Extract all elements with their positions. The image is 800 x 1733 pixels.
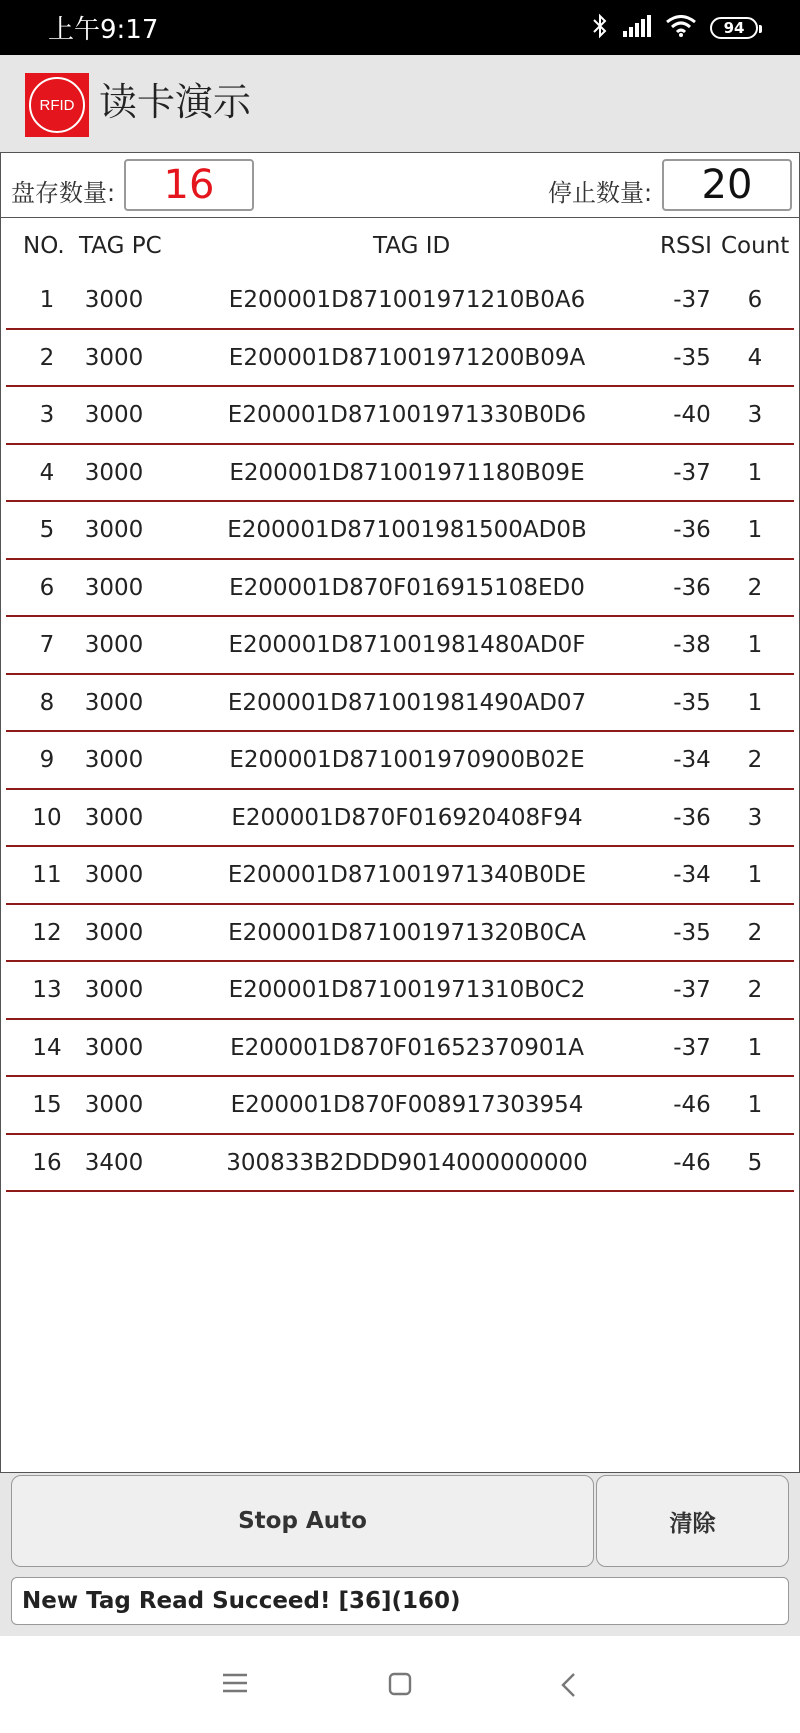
- stop-count-label: 停止数量:: [548, 179, 653, 207]
- cell-count: 6: [747, 287, 763, 313]
- bottom-controls: [0, 1473, 800, 1636]
- table-row[interactable]: [6, 560, 794, 618]
- cell-no: 1: [39, 287, 55, 313]
- table-row[interactable]: [6, 617, 794, 675]
- logo-text: RFID: [39, 96, 75, 114]
- cell-count: 1: [747, 517, 763, 543]
- cell-rssi: -37: [673, 1034, 711, 1061]
- stop-auto-button[interactable]: [11, 1475, 594, 1567]
- table-row[interactable]: [6, 847, 794, 905]
- cell-count: 2: [747, 919, 763, 946]
- cell-tag-pc: 3000: [84, 977, 144, 1003]
- cell-tag-id: 300833B2DDD9014000000000: [226, 1149, 588, 1176]
- cell-count: 4: [747, 344, 763, 371]
- header-rssi: RSSI: [660, 233, 712, 259]
- cell-rssi: -34: [673, 747, 711, 773]
- cell-tag-id: E200001D870F01652370901A: [230, 1034, 584, 1061]
- back-icon[interactable]: [560, 1672, 576, 1702]
- cell-tag-pc: 3000: [84, 402, 144, 428]
- cell-count: 1: [747, 632, 763, 658]
- inventory-count-field[interactable]: [124, 159, 254, 211]
- cell-tag-id: E200001D870F008917303954: [230, 1092, 584, 1118]
- cell-count: 3: [747, 402, 763, 428]
- cell-tag-pc: 3000: [84, 747, 144, 773]
- cell-rssi: -36: [673, 517, 711, 543]
- cell-no: 5: [39, 517, 55, 543]
- cell-rssi: -37: [673, 459, 711, 486]
- cell-rssi: -37: [673, 287, 711, 313]
- clear-label: 清除: [669, 1510, 716, 1537]
- cell-tag-pc: 3000: [84, 459, 144, 486]
- cell-rssi: -35: [673, 689, 711, 716]
- cell-tag-pc: 3400: [84, 1149, 144, 1176]
- cell-count: 1: [747, 1034, 763, 1061]
- status-time: 上午9:17: [48, 15, 159, 45]
- cell-no: 9: [39, 747, 55, 773]
- cell-no: 12: [32, 919, 62, 946]
- table-row[interactable]: [6, 272, 794, 330]
- wifi-icon: [666, 15, 696, 41]
- cell-no: 11: [32, 862, 62, 888]
- cell-tag-pc: 3000: [84, 1092, 144, 1118]
- cell-no: 10: [32, 804, 62, 831]
- cell-tag-id: E200001D871001981500AD0B: [227, 517, 587, 543]
- cell-rssi: -36: [673, 574, 711, 601]
- inventory-count-label: 盘存数量:: [11, 179, 116, 207]
- clear-button[interactable]: [596, 1475, 789, 1567]
- page-title: 读卡演示: [99, 80, 252, 124]
- tag-list[interactable]: [0, 272, 800, 1473]
- cell-rssi: -37: [673, 977, 711, 1003]
- inventory-count-value: 16: [163, 162, 215, 208]
- cell-count: 2: [747, 977, 763, 1003]
- cell-rssi: -38: [673, 632, 711, 658]
- cell-tag-id: E200001D871001971330B0D6: [227, 402, 587, 428]
- cell-tag-pc: 3000: [84, 574, 144, 601]
- table-row[interactable]: [6, 1020, 794, 1078]
- cell-count: 1: [747, 459, 763, 486]
- cell-count: 5: [747, 1149, 763, 1176]
- table-row[interactable]: [6, 790, 794, 848]
- cell-no: 14: [32, 1034, 62, 1061]
- header-count: Count: [721, 233, 790, 259]
- cell-rssi: -46: [673, 1149, 711, 1176]
- cell-rssi: -34: [673, 862, 711, 888]
- table-row[interactable]: [6, 1077, 794, 1135]
- cell-tag-id: E200001D871001971310B0C2: [228, 977, 586, 1003]
- cell-no: 3: [39, 402, 55, 428]
- cell-tag-pc: 3000: [84, 517, 144, 543]
- status-message: New Tag Read Succeed! [36](160): [22, 1588, 461, 1614]
- cell-tag-id: E200001D871001971210B0A6: [228, 287, 586, 313]
- table-header: [0, 217, 800, 273]
- cell-no: 15: [32, 1092, 62, 1118]
- rfid-logo-icon: [25, 73, 89, 137]
- cell-no: 6: [39, 574, 55, 601]
- cell-tag-id: E200001D870F016915108ED0: [229, 574, 585, 601]
- table-row[interactable]: [6, 387, 794, 445]
- cell-count: 3: [747, 804, 763, 831]
- nav-bar: [0, 1636, 800, 1733]
- cell-tag-id: E200001D871001971200B09A: [228, 344, 586, 371]
- table-row[interactable]: [6, 445, 794, 503]
- header-no: NO.: [23, 233, 65, 259]
- cell-tag-id: E200001D871001981490AD07: [227, 689, 587, 716]
- table-row[interactable]: [6, 330, 794, 388]
- stop-count-field[interactable]: [662, 159, 792, 211]
- cell-no: 8: [39, 689, 55, 716]
- cell-count: 1: [747, 1092, 763, 1118]
- app-bar: [0, 55, 800, 152]
- stop-count-value: 20: [701, 162, 753, 208]
- cell-count: 1: [747, 862, 763, 888]
- cell-rssi: -36: [673, 804, 711, 831]
- cell-rssi: -35: [673, 344, 711, 371]
- signal-icon: [622, 15, 652, 41]
- cell-rssi: -46: [673, 1092, 711, 1118]
- stop-auto-label: Stop Auto: [238, 1508, 367, 1534]
- cell-tag-pc: 3000: [84, 1034, 144, 1061]
- header-tag-pc: TAG PC: [79, 233, 162, 259]
- cell-no: 7: [39, 632, 55, 658]
- cell-tag-id: E200001D871001970900B02E: [229, 747, 585, 773]
- battery-icon: [710, 17, 758, 39]
- cell-rssi: -35: [673, 919, 711, 946]
- cell-rssi: -40: [673, 402, 711, 428]
- table-row[interactable]: [6, 962, 794, 1020]
- status-message-field: [11, 1577, 789, 1625]
- cell-count: 2: [747, 747, 763, 773]
- cell-no: 16: [32, 1149, 62, 1176]
- table-row[interactable]: [6, 675, 794, 733]
- status-icons: [592, 14, 758, 42]
- menu-icon[interactable]: [222, 1672, 248, 1698]
- cell-tag-pc: 3000: [84, 632, 144, 658]
- cell-tag-pc: 3000: [84, 344, 144, 371]
- bluetooth-icon: [592, 13, 608, 43]
- cell-tag-id: E200001D870F016920408F94: [231, 804, 583, 831]
- cell-tag-pc: 3000: [84, 804, 144, 831]
- cell-no: 13: [32, 977, 62, 1003]
- table-row[interactable]: [6, 502, 794, 560]
- header-tag-id: TAG ID: [373, 233, 451, 259]
- cell-tag-id: E200001D871001971340B0DE: [227, 862, 587, 888]
- cell-tag-pc: 3000: [84, 287, 144, 313]
- cell-tag-pc: 3000: [84, 689, 144, 716]
- cell-tag-id: E200001D871001981480AD0F: [228, 632, 586, 658]
- cell-count: 1: [747, 689, 763, 716]
- home-icon[interactable]: [388, 1672, 412, 1700]
- table-row[interactable]: [6, 1135, 794, 1193]
- status-bar: [0, 0, 800, 55]
- table-row[interactable]: [6, 732, 794, 790]
- counts-row: [0, 152, 800, 217]
- battery-level: 94: [723, 19, 745, 37]
- table-row[interactable]: [6, 905, 794, 963]
- cell-tag-pc: 3000: [84, 919, 144, 946]
- cell-tag-id: E200001D871001971320B0CA: [228, 919, 586, 946]
- cell-tag-pc: 3000: [84, 862, 144, 888]
- cell-tag-id: E200001D871001971180B09E: [229, 459, 585, 486]
- cell-no: 2: [39, 344, 55, 371]
- cell-no: 4: [39, 459, 55, 486]
- cell-count: 2: [747, 574, 763, 601]
